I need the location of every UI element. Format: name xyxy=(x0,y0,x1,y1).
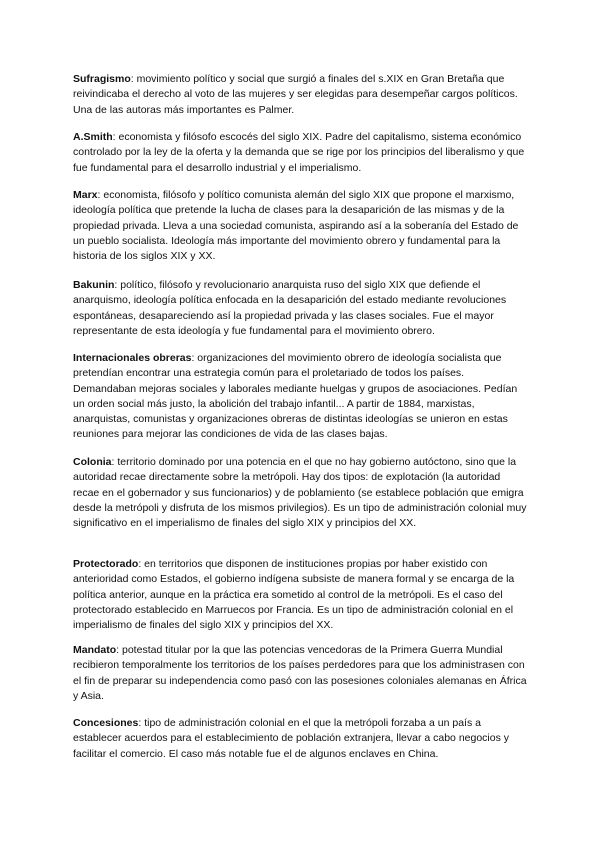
entry-colonia xyxy=(73,455,529,531)
entry-sufragismo xyxy=(73,72,529,118)
entry-definition: : movimiento político y social que surgió a finales del s.XIX en Gran Bretaña que reivindicaba el derecho al voto de las mujeres y ser elegidas para desempeñar cargos políticos. Una de las autoras más importantes es Palmer. xyxy=(73,73,518,116)
entry-a-smith xyxy=(73,130,529,176)
entry-definition: : territorio dominado por una potencia en el que no hay gobierno autóctono, sino que la autoridad recae directamente sobre la metrópoli. Hay dos tipos: de explotación (la autoridad recae en el gobernador y sus funcionarios) y de poblamiento (se establece población que emigra desde la metrópoli y disfruta de los mismos privilegios). Es un tipo de administración colonial muy significativo en el imperialismo de finales del siglo XIX y principios del XX. xyxy=(73,456,527,530)
entry-term: Protectorado xyxy=(73,558,139,570)
entry-term: Colonia xyxy=(73,456,112,468)
entry-definition: : economista y filósofo escocés del siglo XIX. Padre del capitalismo, sistema económico controlado por la ley de la oferta y la demanda que se rige por los principios del liberalismo y que fue fundamental para el desarrollo industrial y el imperialismo. xyxy=(73,131,525,174)
entry-term: Concesiones xyxy=(73,717,139,729)
entry-concesiones xyxy=(73,716,529,762)
entry-definition: : potestad titular por la que las potencias vencedoras de la Primera Guerra Mundial recibieron temporalmente los territorios de los países perdedores para que los administrasen con el fin de preparar su independencia como pasó con las posesiones coloniales alemanas en África y Asia. xyxy=(73,644,527,702)
entry-term: Marx xyxy=(73,189,98,201)
entry-mandato xyxy=(73,643,529,704)
entry-definition: : organizaciones del movimiento obrero de ideología socialista que pretendían encontrar una estrategia común para el proletariado de todos los países. Demandaban mejoras sociales y laborales mediante huelgas y grupos de asociaciones. Pedían un orden social más justo, la abolición del trabajo infantil... A partir de 1884, marxistas, anarquistas, comunistas y organizaciones obreras de distintas ideologías se unieron en estas reuniones para mejorar las condiciones de vida de las clases bajas. xyxy=(73,352,518,441)
entry-term: Internacionales obreras xyxy=(73,352,192,364)
entry-definition: : político, filósofo y revolucionario anarquista ruso del siglo XIX que defiende el anarquismo, ideología política enfocada en la desaparición del estado mediante revoluciones espontáneas, desapareciendo así la propiedad privada y las clases sociales. Fue el mayor representante de esta ideología y fue fundamental para el movimiento obrero. xyxy=(73,279,507,337)
entry-term: Mandato xyxy=(73,644,117,656)
entry-term: Bakunin xyxy=(73,279,115,291)
entry-internacionales-obreras xyxy=(73,351,529,443)
entry-definition: : economista, filósofo y político comunista alemán del siglo XIX que propone el marxismo, ideología política que pretende la lucha de clases para la desaparición de las mismas y de la propiedad privada. Lleva a una sociedad comunista, aspirando así a la soberanía del Estado de un pueblo socialista. Ideología más importante del movimiento obrero y fundamental para la historia de los siglos XIX y XX. xyxy=(73,189,519,263)
entry-definition: : en territorios que disponen de instituciones propias por haber existido con anterioridad como Estados, el gobierno indígena subsiste de manera formal y se encarga de la política anterior, aunque en la práctica era sometido al control de la metrópoli. Es el caso del protectorado establecido en Marruecos por Francia. Es un tipo de administración colonial en el imperialismo de finales del siglo XIX y principios del XX. xyxy=(73,558,515,632)
entry-term: A.Smith xyxy=(73,131,113,143)
entry-definition: : tipo de administración colonial en el que la metrópoli forzaba a un país a establecer acuerdos para el establecimiento de población extranjera, llevar a cabo negocios y facilitar el comercio. El caso más notable fue el de algunos enclaves en China. xyxy=(73,717,510,760)
entry-protectorado xyxy=(73,557,529,633)
entry-term: Sufragismo xyxy=(73,73,131,85)
entry-bakunin xyxy=(73,278,529,339)
entry-marx xyxy=(73,188,529,264)
